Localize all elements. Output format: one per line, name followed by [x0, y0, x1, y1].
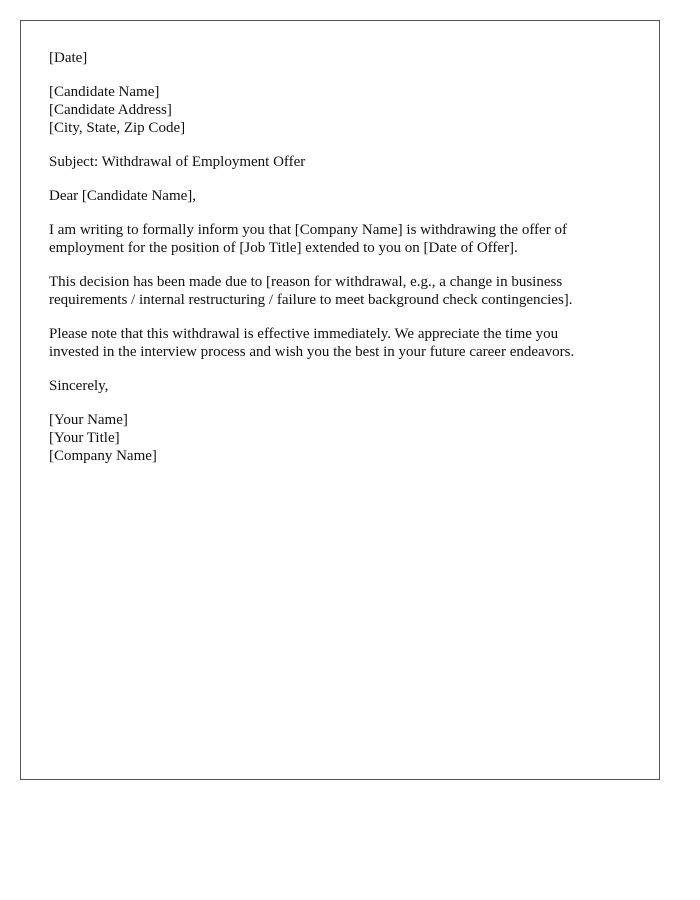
paragraph-line: invested in the interview process and wish you the best in your future career endeavors. [49, 344, 575, 360]
recipient-city-state-zip: [City, State, Zip Code] [49, 120, 186, 136]
date-block [49, 49, 629, 67]
salutation-block [49, 187, 629, 205]
signer-title: [Your Title] [49, 430, 120, 446]
letter-body [49, 49, 629, 481]
paragraph-line: This decision has been made due to [reason for withdrawal, e.g., a change in business [49, 274, 563, 290]
letter-page [20, 20, 660, 780]
recipient-block [49, 83, 629, 137]
paragraph-line: I am writing to formally inform you that [Company Name] is withdrawing the offer of [49, 222, 567, 238]
paragraph-withdrawal-notice [49, 221, 629, 257]
paragraph-line: employment for the position of [Job Title] extended to you on [Date of Offer]. [49, 240, 518, 256]
paragraph-reason [49, 273, 629, 309]
letter-subject: Subject: Withdrawal of Employment Offer [49, 154, 306, 170]
signer-name: [Your Name] [49, 412, 128, 428]
paragraph-effective-immediately [49, 325, 629, 361]
letter-closing: Sincerely, [49, 378, 109, 394]
recipient-address: [Candidate Address] [49, 102, 172, 118]
closing-block [49, 377, 629, 395]
signer-company: [Company Name] [49, 448, 157, 464]
letter-date: [Date] [49, 50, 88, 66]
signature-block [49, 411, 629, 465]
paragraph-line: requirements / internal restructuring / failure to meet background check contingencies]. [49, 292, 573, 308]
paragraph-line: Please note that this withdrawal is effective immediately. We appreciate the time you [49, 326, 559, 342]
letter-salutation: Dear [Candidate Name], [49, 188, 197, 204]
subject-block [49, 153, 629, 171]
recipient-name: [Candidate Name] [49, 84, 160, 100]
